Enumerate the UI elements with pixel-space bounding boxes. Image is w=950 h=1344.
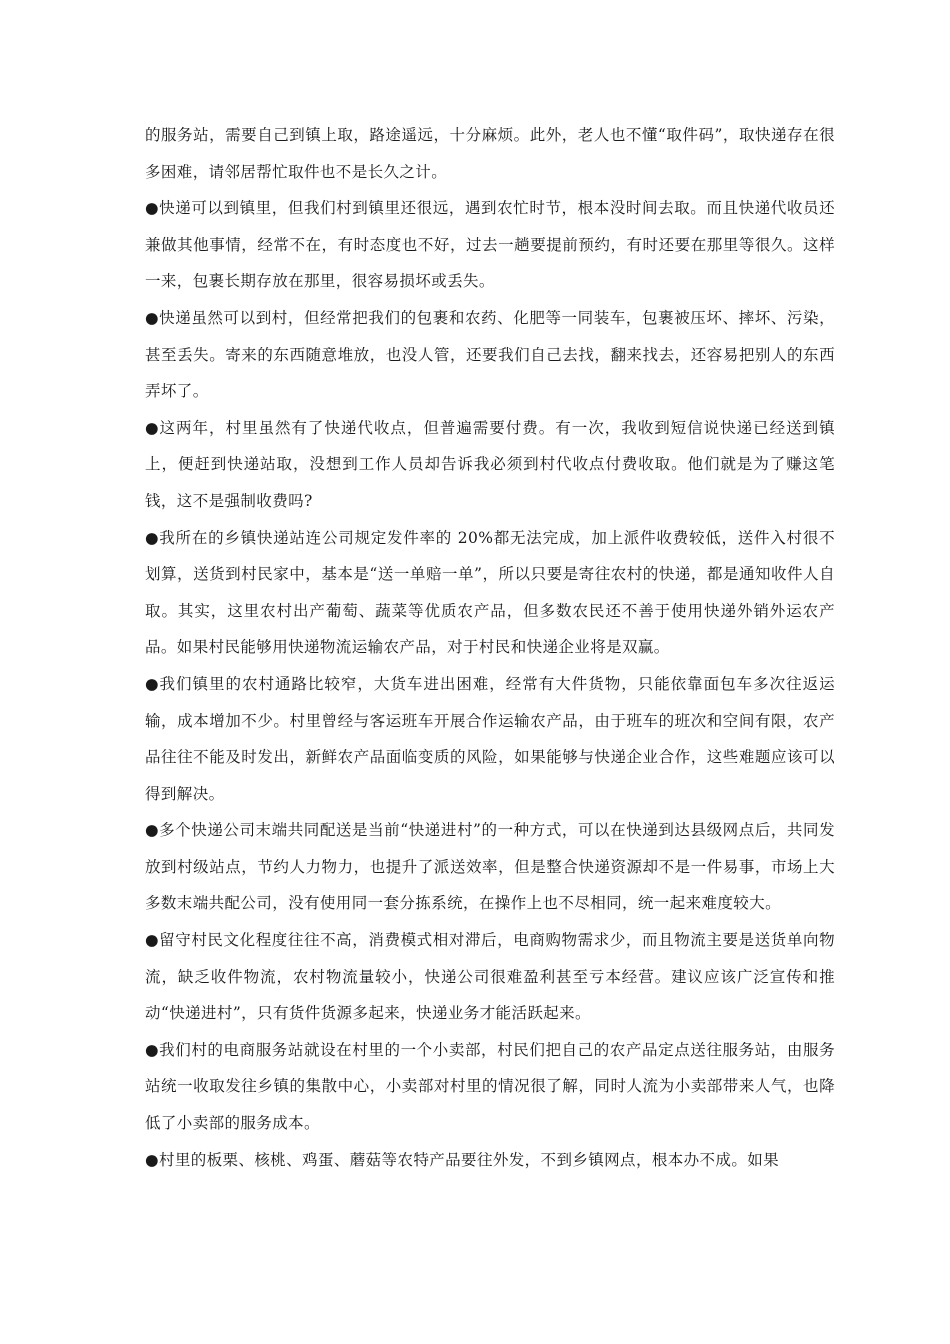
bullet-icon: ● [145,931,160,950]
bullet-paragraph-text: 快递可以到镇里，但我们村到镇里还很远，遇到农忙时节，根本没时间去取。而且快递代收员还兼做其他事情，经常不在，有时态度也不好，过去一趟要提前预约，有时还要在那里等很久。这样一来，包裹长期存放在那里，很容易损坏或丢失。 [145,199,835,291]
bullet-paragraph-text: 我所在的乡镇快递站连公司规定发件率的 20%都无法完成，加上派件收费较低，送件入村很不划算，送货到村民家中，基本是“送一单赔一单”，所以只要是寄往农村的快递，都是通知收件人自取。其实，这里农村出产葡萄、蔬菜等优质农产品，但多数农民还不善于使用快递外销外运农产品。如果村民能够用快递物流运输农产品，对于村民和快递企业将是双赢。 [145,528,835,657]
bullet-paragraph-8 [145,1032,835,1142]
bullet-paragraph-text: 多个快递公司末端共同配送是当前“快递进村”的一种方式，可以在快递到达县级网点后，共同发放到村级站点，节约人力物力，也提升了派送效率，但是整合快递资源却不是一件易事，市场上大多数末端共配公司，没有使用同一套分拣系统，在操作上也不尽相同，统一起来难度较大。 [145,821,835,913]
intro-paragraph: 的服务站，需要自己到镇上取，路途遥远，十分麻烦。此外，老人也不懂“取件码”，取快递存在很多困难，请邻居帮忙取件也不是长久之计。 [145,126,835,181]
bullet-paragraph-3 [145,410,835,520]
bullet-paragraph-text: 留守村民文化程度往往不高，消费模式相对滞后，电商购物需求少，而且物流主要是送货单向物流，缺乏收件物流，农村物流量较小，快递公司很难盈利甚至亏本经营。建议应该广泛宣传和推动“快递进村”，只有货件货源多起来，快递业务才能活跃起来。 [145,931,835,1023]
bullet-paragraph-text: 快递虽然可以到村，但经常把我们的包裹和农药、化肥等一同装车，包裹被压坏、摔坏、污染，甚至丢失。寄来的东西随意堆放，也没人管，还要我们自己去找，翻来找去，还容易把别人的东西弄坏了。 [145,308,835,401]
bullet-paragraph-5 [145,666,835,812]
bullet-paragraph-text: 我们村的电商服务站就设在村里的一个小卖部，村民们把自己的农产品定点送往服务站，由服务站统一收取发往乡镇的集散中心，小卖部对村里的情况很了解，同时人流为小卖部带来人气，也降低了小卖部的服务成本。 [145,1040,835,1133]
bullet-icon: ● [145,1040,160,1059]
bullet-icon: ● [145,821,160,840]
bullet-paragraph-6 [145,812,835,922]
bullet-icon: ● [145,308,160,327]
bullet-paragraph-text: 这两年，村里虽然有了快递代收点，但普遍需要付费。有一次，我收到短信说快递已经送到镇上，便赶到快递站取，没想到工作人员却告诉我必须到村代收点付费收取。他们就是为了赚这笔钱，这不是强制收费吗? [145,418,835,510]
bullet-icon: ● [145,674,160,693]
bullet-paragraph-text: 村里的板栗、核桃、鸡蛋、蘑菇等农特产品要往外发，不到乡镇网点，根本办不成。如果 [158,1150,780,1169]
bullet-icon: ● [145,199,160,218]
bullet-icon: ● [145,528,160,547]
bullet-paragraph-1 [145,190,835,300]
bullet-paragraph-7 [145,922,835,1032]
document-body [145,117,835,1178]
bullet-icon: ● [145,1150,159,1169]
bullet-paragraph-9 [145,1142,835,1179]
bullet-paragraph-text: 我们镇里的农村通路比较窄，大货车进出困难，经常有大件货物，只能依靠面包车多次往返运输，成本增加不少。村里曾经与客运班车开展合作运输农产品，由于班车的班次和空间有限，农产品往往不能及时发出，新鲜农产品面临变质的风险，如果能够与快递企业合作，这些难题应该可以得到解决。 [145,674,835,803]
bullet-paragraph-2 [145,300,835,410]
bullet-paragraph-4 [145,520,835,666]
bullet-icon: ● [145,418,160,437]
